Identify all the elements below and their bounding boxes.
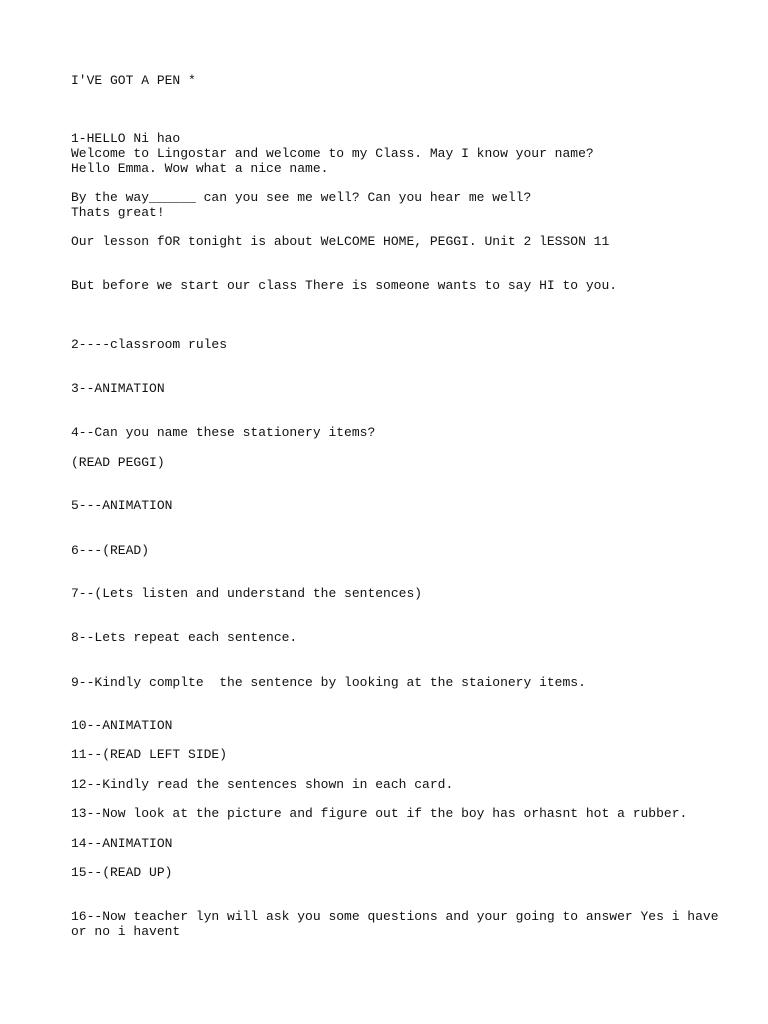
text-line-thats-great: Thats great! [71, 205, 165, 220]
step-listen-understand: 7--(Lets listen and understand the sentences) [71, 586, 423, 601]
step-questions: 16--Now teacher lyn will ask you some questions and your going to answer Yes i have [71, 909, 719, 924]
step-read-up: 15--(READ UP) [71, 865, 173, 880]
document-title: I'VE GOT A PEN * [71, 73, 196, 88]
text-line-lesson-topic: Our lesson fOR tonight is about WeLCOME HOME, PEGGI. Unit 2 lESSON 11 [71, 234, 610, 249]
text-line-hello-emma: Hello Emma. Wow what a nice name. [71, 161, 329, 176]
text-line-before-class: But before we start our class There is someone wants to say HI to you. [71, 278, 618, 293]
step-animation-10: 10--ANIMATION [71, 718, 173, 733]
step-name-stationery: 4--Can you name these stationery items? [71, 425, 376, 440]
step-repeat-sentence: 8--Lets repeat each sentence. [71, 630, 298, 645]
step-classroom-rules: 2----classroom rules [71, 337, 228, 352]
text-line-welcome: Welcome to Lingostar and welcome to my Class. May I know your name? [71, 146, 594, 161]
step-look-at-picture: 13--Now look at the picture and figure out if the boy has orhasnt hot a rubber. [71, 806, 688, 821]
step-animation-5: 5---ANIMATION [71, 498, 173, 513]
step-read-cards: 12--Kindly read the sentences shown in each card. [71, 777, 454, 792]
text-line-read-peggi: (READ PEGGI) [71, 455, 165, 470]
step-animation-3: 3--ANIMATION [71, 381, 165, 396]
text-line-by-the-way: By the way______ can you see me well? Can you hear me well? [71, 190, 532, 205]
step-questions-continued: or no i havent [71, 924, 181, 939]
step-animation-14: 14--ANIMATION [71, 836, 173, 851]
text-line-greeting: 1-HELLO Ni hao [71, 131, 181, 146]
step-read-left-side: 11--(READ LEFT SIDE) [71, 747, 228, 762]
step-read-6: 6---(READ) [71, 543, 150, 558]
step-complete-sentence: 9--Kindly complte the sentence by looking at the staionery items. [71, 675, 586, 690]
